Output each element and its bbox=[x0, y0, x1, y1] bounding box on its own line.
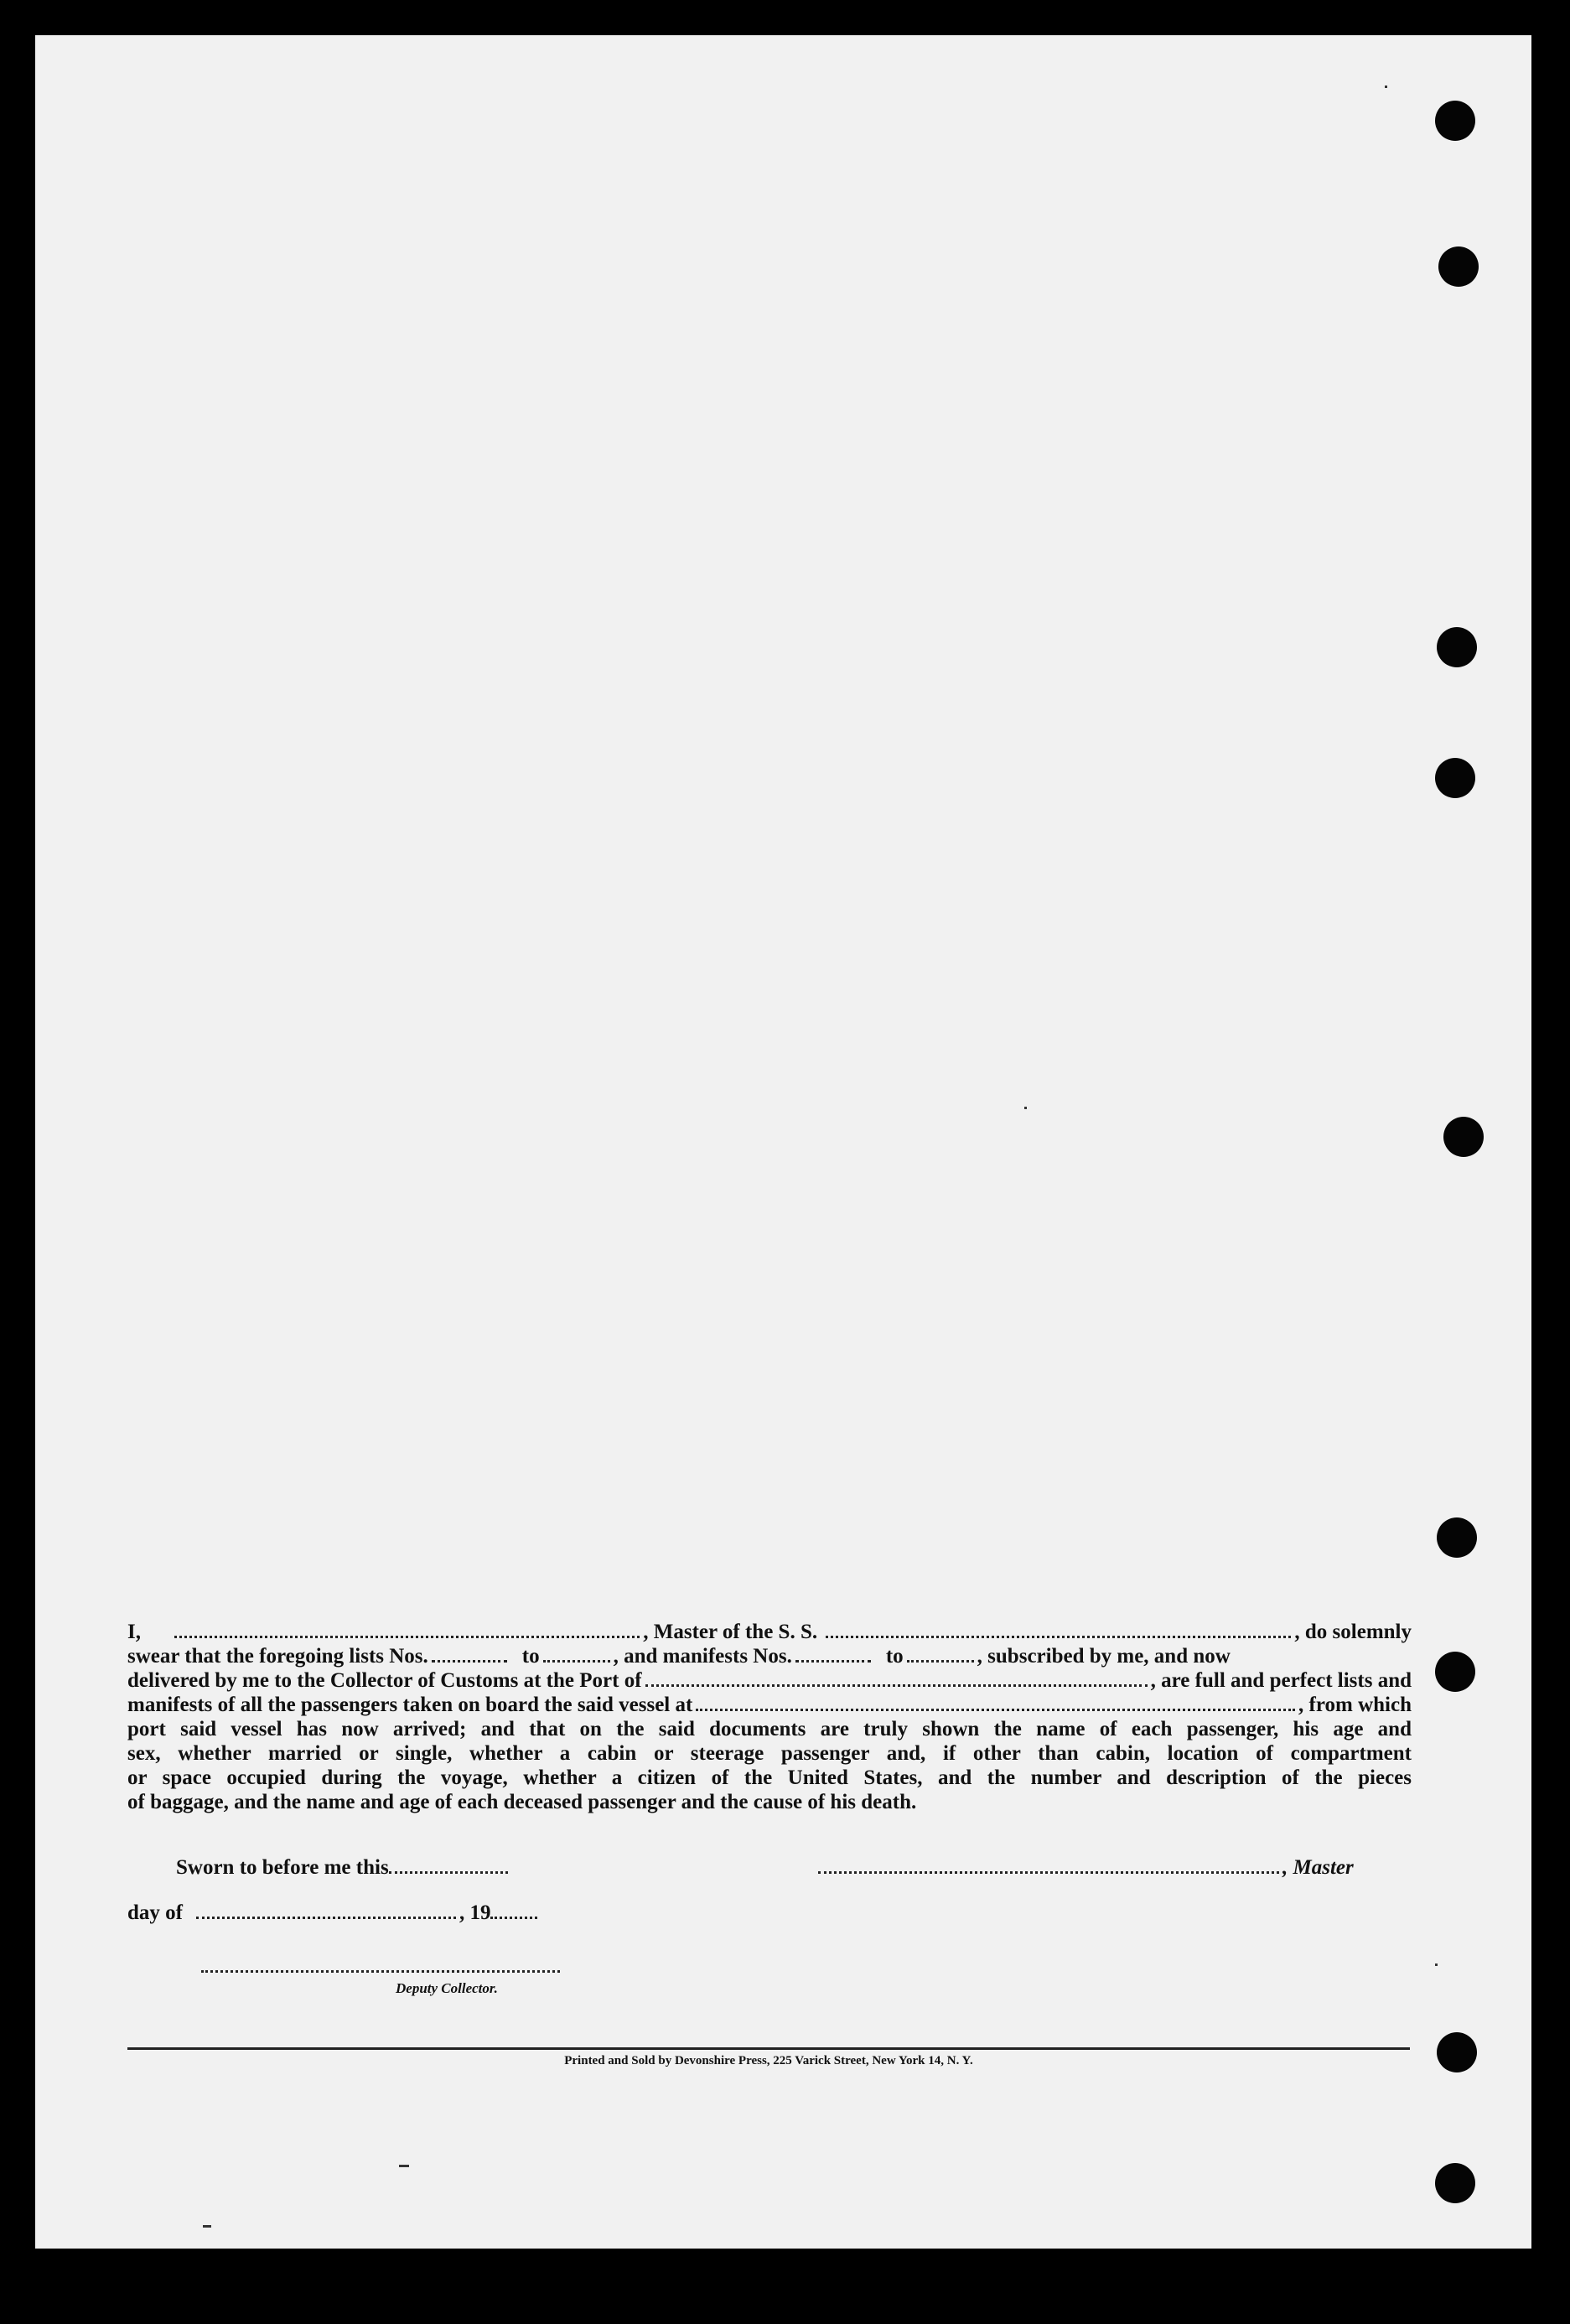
sworn-day-blank[interactable] bbox=[389, 1868, 508, 1874]
footer-rule bbox=[127, 2047, 1410, 2050]
punch-hole bbox=[1435, 101, 1475, 141]
manifests-from-blank[interactable] bbox=[795, 1657, 871, 1663]
deputy-collector-label: Deputy Collector. bbox=[396, 1980, 498, 1996]
master-label: , Master bbox=[1282, 1856, 1354, 1879]
oath-text: swear that the foregoing lists Nos. bbox=[127, 1645, 428, 1668]
year-label: , 19 bbox=[459, 1901, 491, 1924]
year-blank[interactable] bbox=[490, 1913, 537, 1919]
oath-line-6: sex, whether married or single, whether a cabin or steerage passenger and, if other than cabin, location of compartment bbox=[127, 1742, 1412, 1765]
punch-hole bbox=[1437, 1517, 1477, 1558]
lists-to-blank[interactable] bbox=[543, 1657, 610, 1663]
oath-text: , subscribed by me, and now bbox=[977, 1645, 1231, 1668]
punch-hole bbox=[1435, 758, 1475, 798]
oath-text: to bbox=[885, 1645, 904, 1668]
day-of-row bbox=[127, 1901, 541, 1925]
oath-text: , from which bbox=[1298, 1694, 1412, 1716]
printer-imprint: Printed and Sold by Devonshire Press, 225 Varick Street, New York 14, N. Y. bbox=[564, 2054, 973, 2067]
oath-line-5: port said vessel has now arrived; and that on the said documents are truly shown the name of each passenger, his age and bbox=[127, 1718, 1412, 1740]
oath-text: , do solemnly bbox=[1294, 1621, 1412, 1643]
punch-hole bbox=[1437, 627, 1477, 667]
oath-line-3 bbox=[127, 1668, 1412, 1693]
month-blank[interactable] bbox=[196, 1913, 456, 1919]
oath-line-2 bbox=[127, 1644, 1412, 1668]
oath-text: I, bbox=[127, 1621, 141, 1643]
oath-line-7: or space occupied during the voyage, whether a citizen of the United States, and the number and description of the pieces bbox=[127, 1766, 1412, 1789]
oath-text: delivered by me to the Collector of Customs at the Port of bbox=[127, 1669, 642, 1692]
vessel-name-blank[interactable] bbox=[826, 1632, 1291, 1638]
punch-hole bbox=[1435, 2163, 1475, 2203]
sworn-label: Sworn to before me this bbox=[176, 1856, 389, 1879]
paper-speck bbox=[1385, 86, 1387, 88]
paper-speck bbox=[203, 2225, 211, 2228]
master-signature-row bbox=[815, 1856, 1354, 1880]
lists-from-blank[interactable] bbox=[432, 1657, 507, 1663]
day-of-label: day of bbox=[127, 1901, 183, 1924]
oath-text: manifests of all the passengers taken on board the said vessel at bbox=[127, 1694, 693, 1716]
oath-line-1 bbox=[127, 1620, 1412, 1644]
punch-hole bbox=[1435, 1652, 1475, 1692]
paper-speck bbox=[1024, 1107, 1027, 1109]
oath-line-4 bbox=[127, 1693, 1412, 1717]
paper-speck bbox=[399, 2165, 409, 2167]
port-blank[interactable] bbox=[645, 1681, 1148, 1687]
embarkation-port-blank[interactable] bbox=[696, 1705, 1295, 1711]
deputy-signature-blank[interactable] bbox=[201, 1970, 560, 1973]
oath-text: , and manifests Nos. bbox=[613, 1645, 792, 1668]
oath-line-8: of baggage, and the name and age of each deceased passenger and the cause of his death. bbox=[127, 1791, 917, 1813]
manifests-to-blank[interactable] bbox=[907, 1657, 974, 1663]
punch-hole bbox=[1438, 246, 1479, 287]
oath-paragraph bbox=[127, 1620, 1412, 1814]
master-signature-blank[interactable] bbox=[818, 1868, 1279, 1874]
oath-text: , Master of the S. S. bbox=[643, 1621, 818, 1643]
form-page bbox=[35, 35, 1531, 2249]
sworn-row bbox=[176, 1856, 511, 1880]
punch-hole bbox=[1437, 2032, 1477, 2072]
oath-text: to bbox=[521, 1645, 540, 1668]
punch-hole bbox=[1443, 1117, 1484, 1157]
master-name-blank[interactable] bbox=[174, 1632, 640, 1638]
paper-speck bbox=[1435, 1963, 1438, 1966]
oath-text: , are full and perfect lists and bbox=[1150, 1669, 1412, 1692]
